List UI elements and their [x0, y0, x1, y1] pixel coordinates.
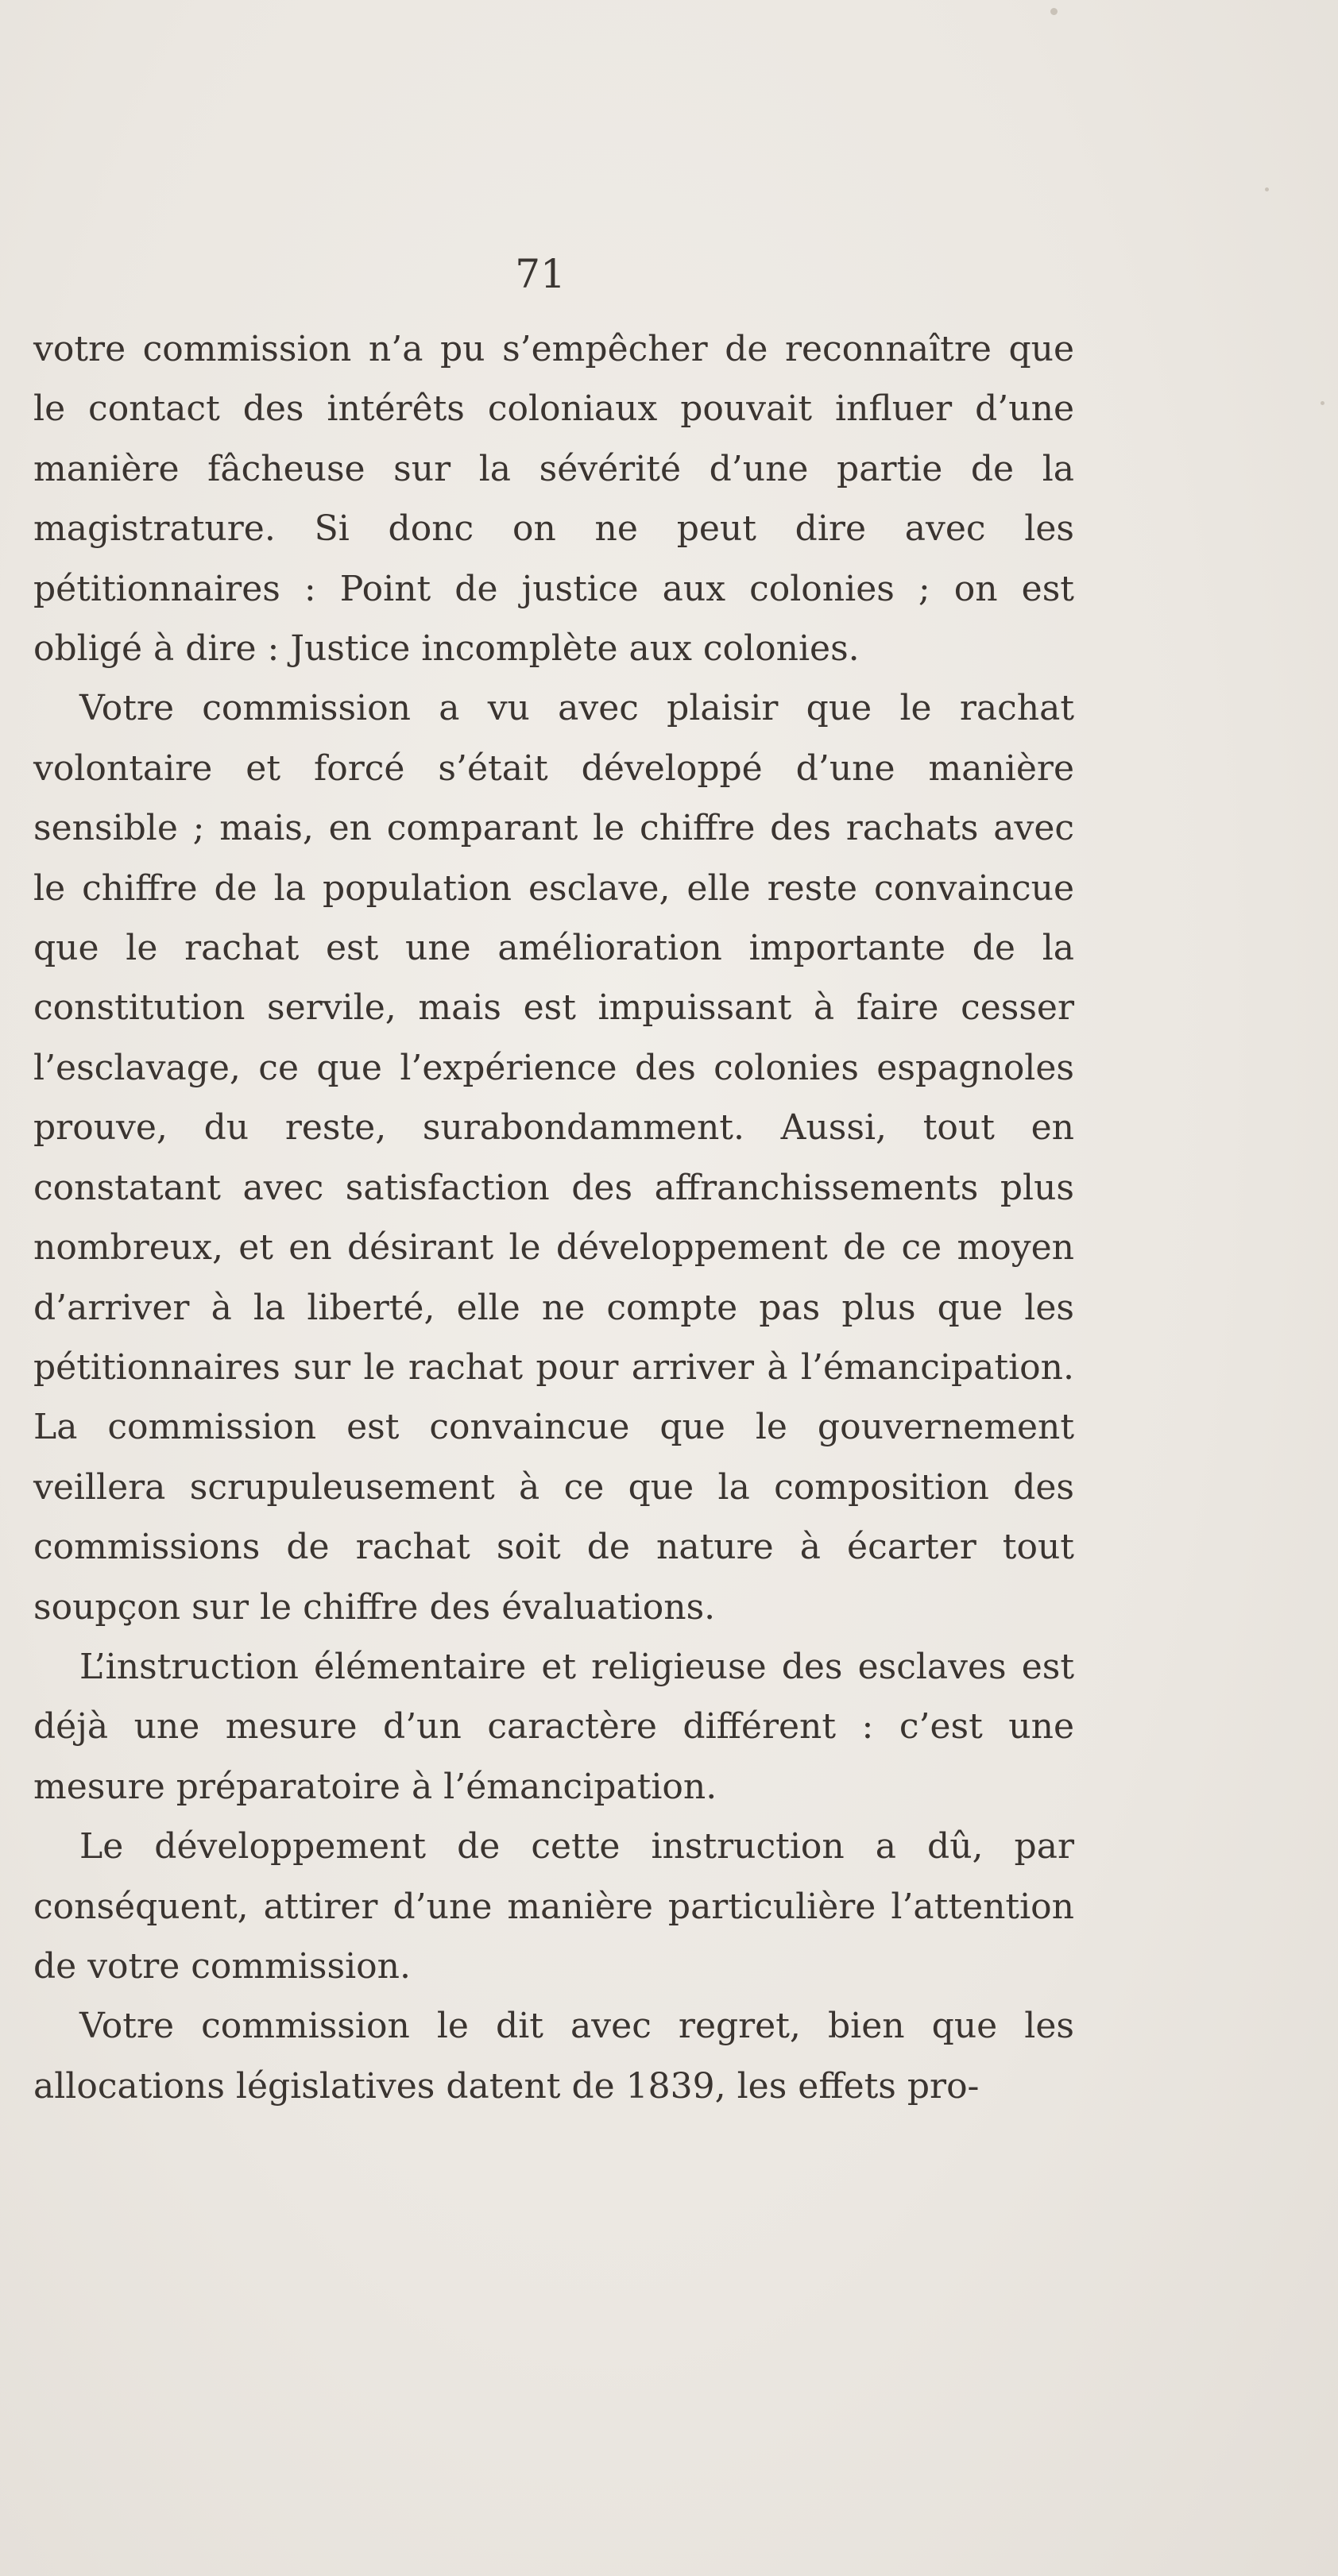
paragraph: votre commission n’a pu s’empêcher de reconnaître que le contact des intérêts coloniaux pouvait influer d’une manière fâcheuse sur la sévérité d’une partie de la magistrature. Si donc on ne peut dire avec les pétitionnaires : Point de justice aux colonies ; on est obligé à dire : Justice incomplète aux colonies.: [33, 329, 1074, 670]
paragraph: Votre commission le dit avec regret, bien que les allocations législatives datent de 1839, les effets pro-: [33, 2006, 1074, 2107]
body-text: [33, 319, 1074, 2116]
paper-speck: [1321, 401, 1324, 405]
paper-speck: [1050, 8, 1058, 15]
paragraph: L’instruction élémentaire et religieuse des esclaves est déjà une mesure d’un caractère différent : c’est une mesure préparatoire à l’émancipation.: [33, 1646, 1074, 1807]
page-number: 71: [515, 251, 566, 297]
paragraph: Le développement de cette instruction a dû, par conséquent, attirer d’une manière particulière l’attention de votre commission.: [33, 1826, 1074, 1987]
paragraph: Votre commission a vu avec plaisir que le rachat volontaire et forcé s’était développé d’une manière sensible ; mais, en comparant le chiffre des rachats avec le chiffre de la population esclave, elle reste convaincue que le rachat est une amélioration importante de la constitution servile, mais est impuissant à faire cesser l’esclavage, ce que l’expérience des colonies espagnoles prouve, du reste, surabondamment. Aussi, tout en constatant avec satisfaction des affranchissements plus nombreux, et en désirant le développement de ce moyen d’arriver à la liberté, elle ne compte pas plus que les pétitionnaires sur le rachat pour arriver à l’émancipation. La commission est convaincue que le gouvernement veillera scrupuleusement à ce que la composition des commissions de rachat soit de nature à écarter tout soupçon sur le chiffre des évaluations.: [33, 688, 1074, 1628]
paper-speck: [1265, 187, 1269, 191]
